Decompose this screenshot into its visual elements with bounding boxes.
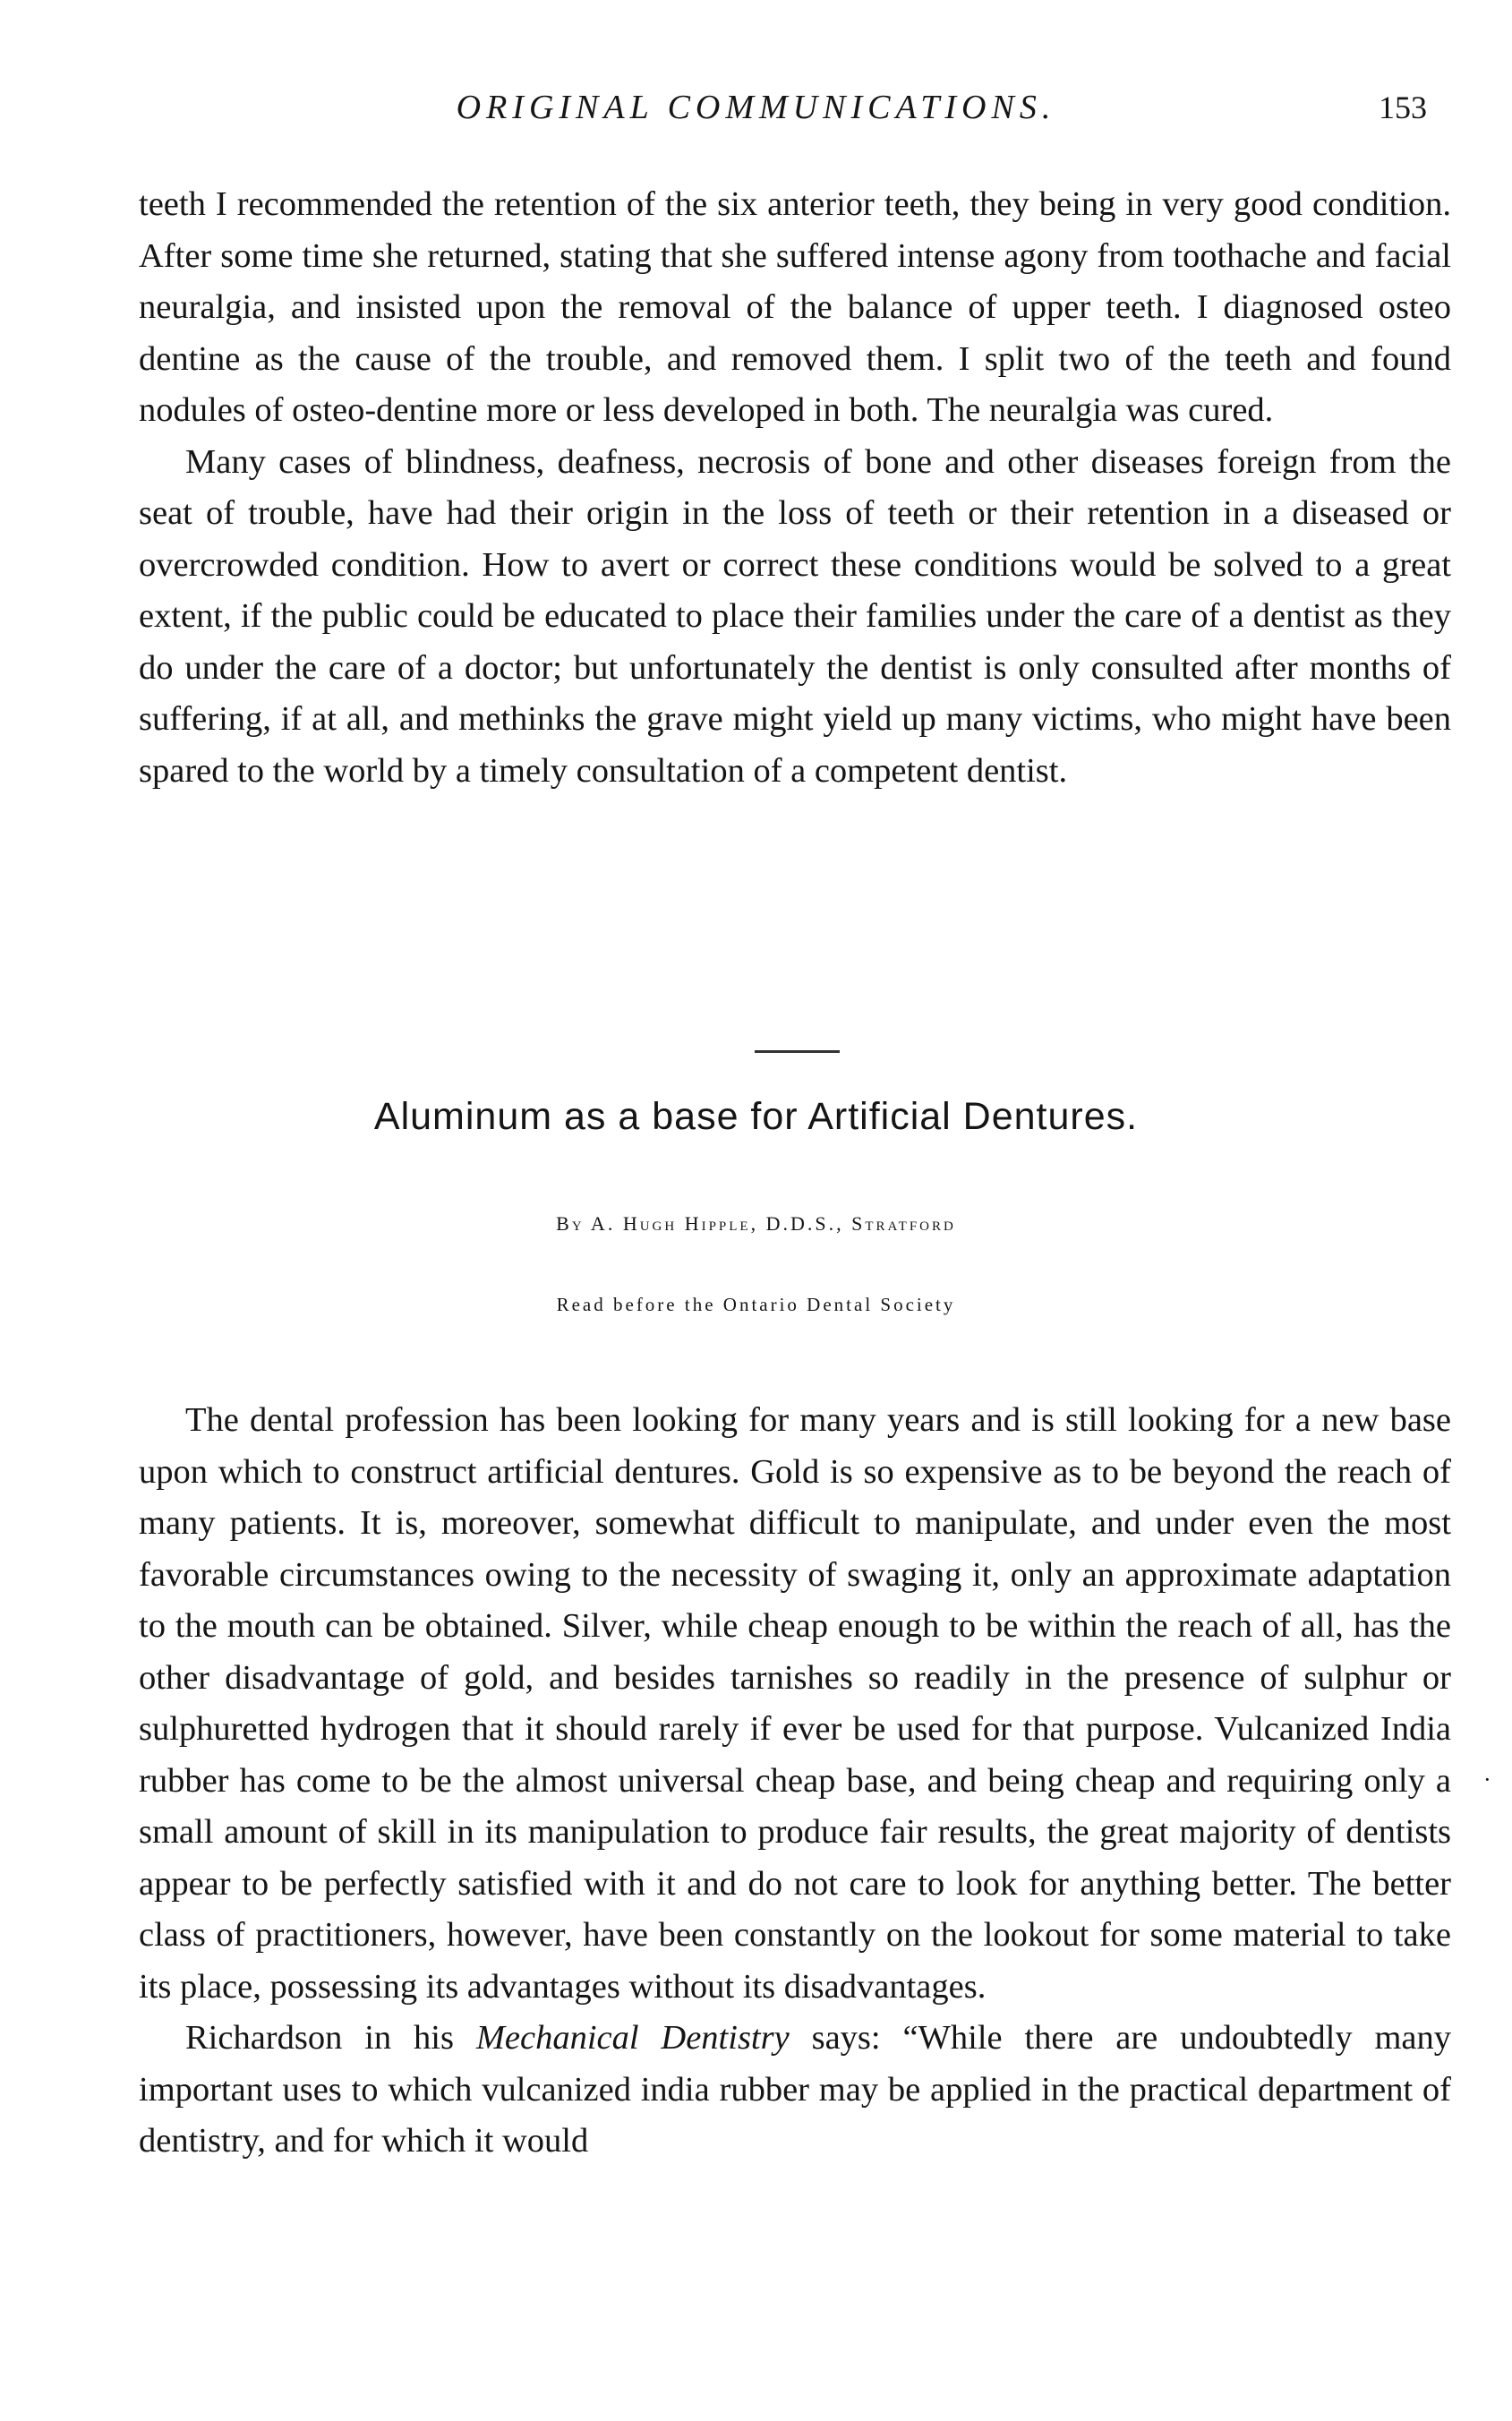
running-head bbox=[0, 85, 1512, 130]
continued-paragraph: teeth I recommended the retention of the six anterior teeth, they being in very good condition. After some time she returned, stating that she suffered intense agony from toothache and facial neuralgia, and insisted upon the removal of the balance of upper teeth. I diagnosed osteo dentine as the cause of the trouble, and removed them. I split two of the teeth and found nodules of osteo-dentine more or less developed in both. The neuralgia was cured. bbox=[139, 185, 1451, 429]
blindness-paragraph: Many cases of blindness, deafness, necrosis of bone and other diseases foreign from the seat of trouble, have had their origin in the loss of teeth or their retention in a diseased or overcrowded condition. How to avert or correct these conditions would be solved to a great extent, if the public could be educated to place their families under the care of a dentist as they do under the care of a doctor; but unfortunately the dentist is only consulted after months of suffering, if at all, and methinks the grave might yield up many victims, who might have been spared to the world by a timely consultation of a competent dentist. bbox=[139, 442, 1451, 790]
section-divider bbox=[755, 1050, 840, 1053]
margin-mark: · bbox=[1483, 1767, 1491, 1792]
richardson-quote: says: “While there are undoubtedly many important uses to which vulcanized india rubber may be applied in the practical department of dentistry, and for which it would bbox=[139, 2019, 1452, 2160]
book-title: Mechanical Dentistry bbox=[475, 2019, 790, 2057]
richardson-paragraph bbox=[139, 2013, 1451, 2168]
page-number: 153 bbox=[1379, 90, 1427, 125]
continued-text bbox=[139, 179, 1451, 797]
running-title: ORIGINAL COMMUNICATIONS. bbox=[456, 89, 1056, 126]
richardson-intro: Richardson in his bbox=[185, 2019, 476, 2057]
article-byline: By A. Hugh Hipple, D.D.S., Stratford bbox=[556, 1212, 956, 1235]
article-paragraph: The dental profession has been looking for many years and is still looking for a new base upon which to construct artificial dentures. Gold is so expensive as to be beyond the reach of many patients. It is, moreover, somewhat difficult to manipulate, and under even the most favorable circumstances owing to the necessity of swaging it, only an approximate adaptation to the mouth can be obtained. Silver, while cheap enough to be within the reach of all, has the other disadvantage of gold, and besides tarnishes so readily in the presence of sulphur or sulphuretted hydrogen that it should rarely if ever be used for that purpose. Vulcanized India rubber has come to be the almost universal cheap base, and being cheap and requiring only a small amount of skill in its manipulation to produce fair results, the great majority of dentists appear to be perfectly satisfied with it and do not care to look for anything better. The better class of practitioners, however, have been constantly on the lookout for some material to take its place, possessing its advantages without its disadvantages. bbox=[139, 1401, 1451, 2006]
article-title: Aluminum as a base for Artificial Dentures. bbox=[373, 1095, 1139, 1138]
article-body bbox=[139, 1395, 1451, 2168]
read-before-note: Read before the Ontario Dental Society bbox=[556, 1294, 956, 1315]
